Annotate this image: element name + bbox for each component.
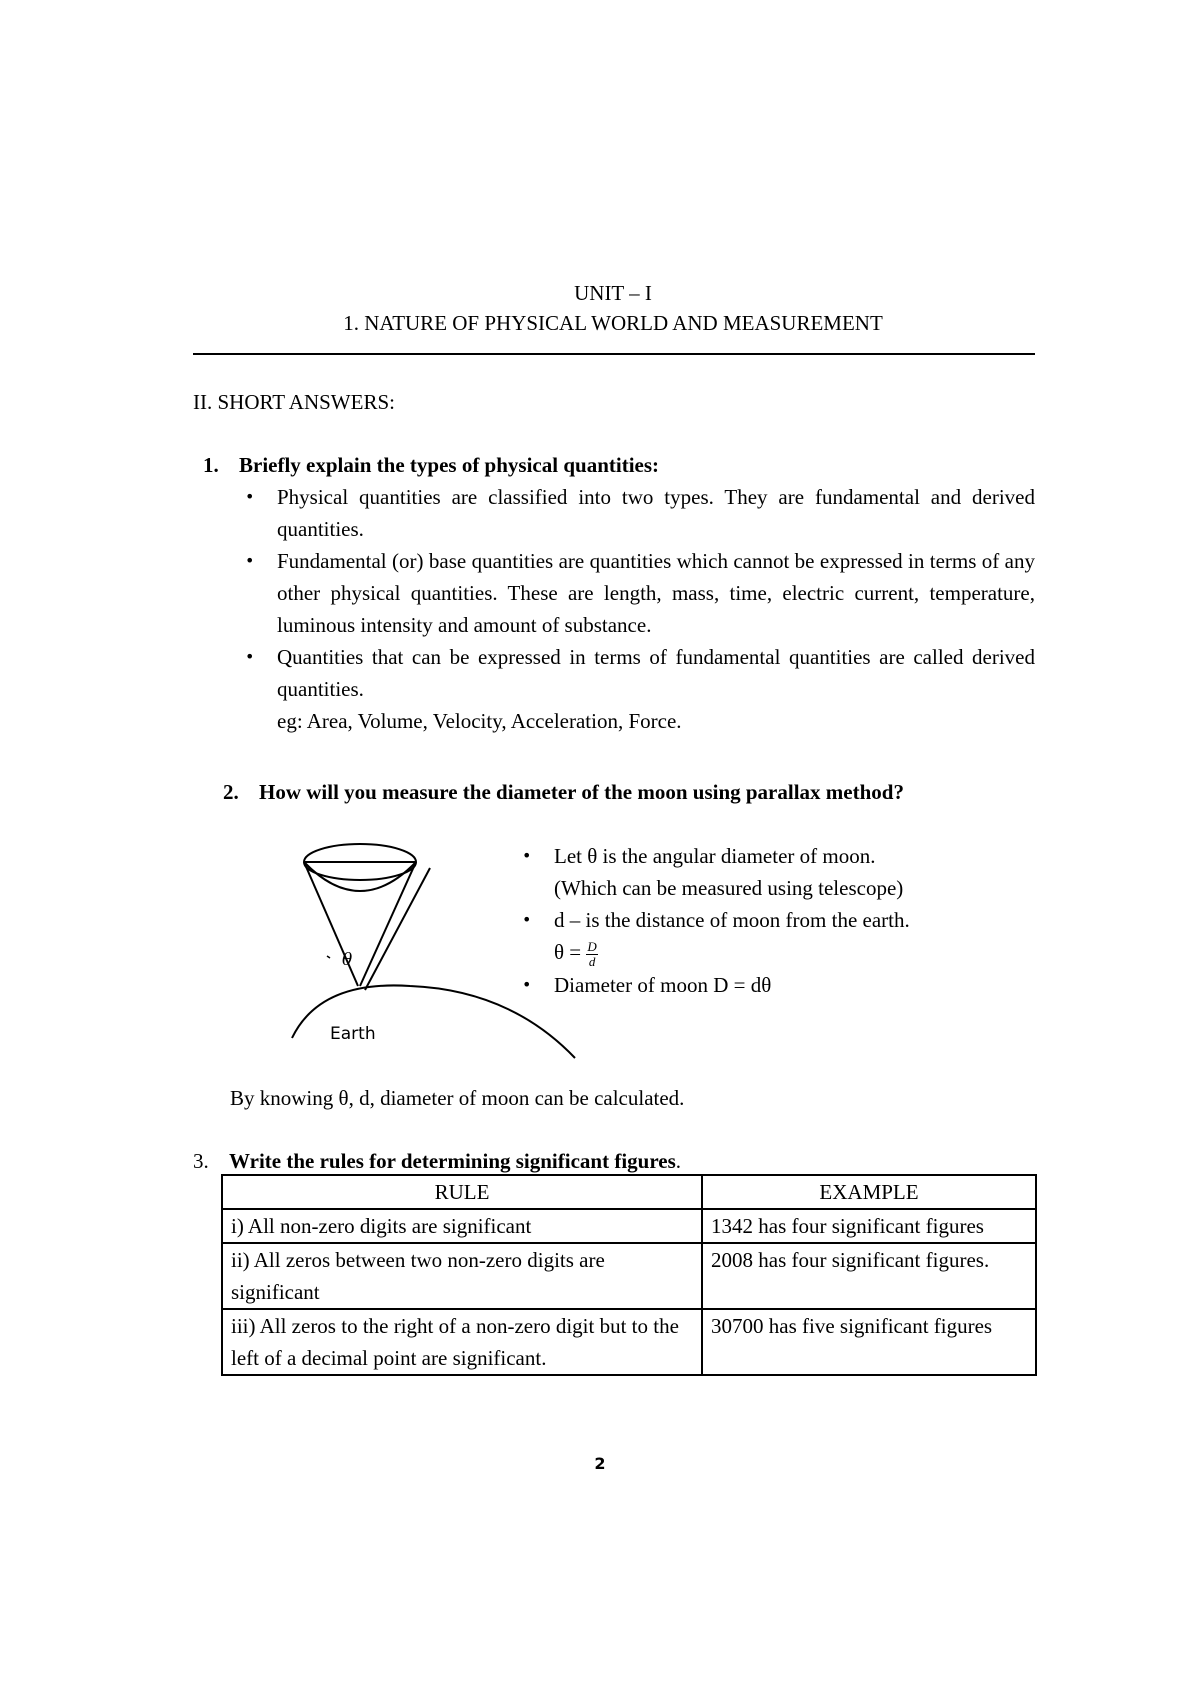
chapter-title: 1. NATURE OF PHYSICAL WORLD AND MEASUREMENT: [343, 311, 883, 335]
bullet-item: [500, 840, 1020, 904]
moon-cup-arc: [304, 862, 416, 891]
question-2-text: How will you measure the diameter of the moon using parallax method?: [259, 780, 904, 804]
section-title: II. SHORT ANSWERS:: [193, 390, 395, 414]
table-header-row: [222, 1175, 1036, 1209]
page-header: [193, 278, 1033, 338]
table-row: [222, 1309, 1036, 1375]
formula-denominator: d: [588, 953, 596, 969]
table-row: [222, 1243, 1036, 1309]
bullet-item: [500, 904, 1020, 969]
question-1-bullets: [193, 481, 1035, 705]
table-row: [222, 1209, 1036, 1243]
bullet-item: • Quantities that can be expressed in terms of fundamental quantities are called derived quantities.: [193, 641, 1035, 705]
theta-label: θ: [342, 950, 353, 970]
earth-label: Earth: [330, 1024, 376, 1044]
question-2-bullets: [500, 840, 1020, 1001]
rule-cell: iii) All zeros to the right of a non-zero digit but to the left of a decimal point are significant.: [222, 1309, 702, 1375]
question-1: [193, 449, 1035, 737]
question-2-number: 2.: [223, 780, 239, 804]
question-2-heading: [223, 776, 904, 808]
telescope-line: [365, 868, 430, 990]
page-number: 2: [594, 1454, 606, 1473]
distance-text: d – is the distance of moon from the earth.: [554, 908, 910, 932]
question-1-text: Briefly explain the types of physical quantities:: [239, 453, 660, 477]
question-3-heading: [193, 1145, 681, 1177]
angular-diameter-text: Let θ is the angular diameter of moon.: [554, 844, 876, 868]
formula-lhs: θ =: [554, 940, 582, 964]
question-3-text: Write the rules for determining significant figures: [229, 1149, 676, 1173]
bullet-item: • Fundamental (or) base quantities are quantities which cannot be expressed in terms of any other physical quantities. These are length, mass, time, electric current, temperature, luminous intensity and amount of substance.: [193, 545, 1035, 641]
significant-figures-table: [221, 1174, 1037, 1376]
question-3-period: .: [675, 1149, 682, 1173]
example-cell: 30700 has five significant figures: [702, 1309, 1036, 1375]
question-1-number: 1.: [203, 453, 219, 477]
question-3-number: 3.: [193, 1149, 209, 1173]
angle-tick: [327, 956, 330, 958]
header-example: EXAMPLE: [702, 1175, 1036, 1209]
question-2-conclusion: By knowing θ, d, diameter of moon can be calculated.: [230, 1086, 685, 1110]
formula: [554, 938, 598, 969]
telescope-note: (Which can be measured using telescope): [554, 876, 904, 900]
question-1-heading: [193, 449, 1035, 481]
question-1-example: eg: Area, Volume, Velocity, Acceleration, Force.: [277, 709, 682, 733]
formula-fraction: [586, 940, 597, 969]
bullet-item: • Physical quantities are classified into two types. They are fundamental and derived quantities.: [193, 481, 1035, 545]
bullet-item: • Diameter of moon D = dθ: [500, 969, 1020, 1001]
unit-title: UNIT – I: [574, 281, 652, 305]
header-divider: [193, 353, 1035, 355]
example-cell: 2008 has four significant figures.: [702, 1243, 1036, 1309]
rule-cell: ii) All zeros between two non-zero digits are significant: [222, 1243, 702, 1309]
formula-numerator: D: [587, 938, 597, 954]
rule-cell: i) All non-zero digits are significant: [222, 1209, 702, 1243]
example-cell: 1342 has four significant figures: [702, 1209, 1036, 1243]
header-rule: RULE: [222, 1175, 702, 1209]
